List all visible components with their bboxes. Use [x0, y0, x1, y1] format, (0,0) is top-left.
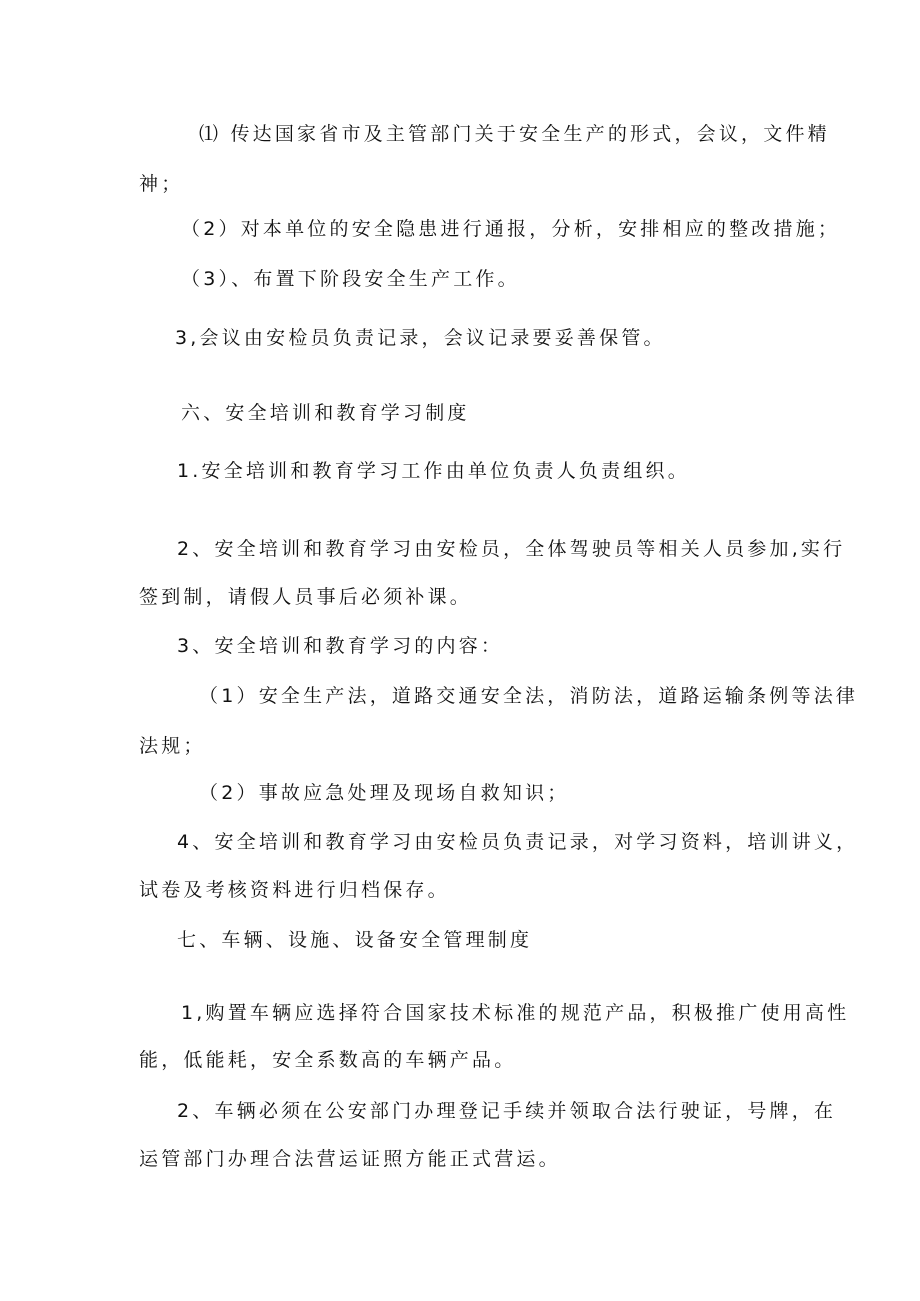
paragraph-line: （3）、布置下阶段安全生产工作。 — [181, 268, 520, 290]
paragraph-line: 4、安全培训和教育学习由安检员负责记录，对学习资料，培训讲义， — [177, 831, 859, 853]
paragraph-line: 2、车辆必须在公安部门办理登记手续并领取合法行驶证，号牌，在 — [177, 1100, 837, 1122]
paragraph-line: 试卷及考核资料进行归档保存。 — [139, 879, 450, 901]
paragraph-line: （2）对本单位的安全隐患进行通报，分析，安排相应的整改措施； — [181, 218, 841, 240]
paragraph-line: 神； — [139, 173, 184, 195]
paragraph-line: ⑴ 传达国家省市及主管部门关于安全生产的形式，会议，文件精 — [199, 123, 830, 145]
section-heading: 六、安全培训和教育学习制度 — [181, 402, 470, 424]
section-heading: 七、车辆、设施、设备安全管理制度 — [177, 929, 533, 951]
paragraph-line: 能，低能耗，安全系数高的车辆产品。 — [139, 1049, 517, 1071]
paragraph-line: 3,会议由安检员负责记录，会议记录要妥善保管。 — [175, 327, 666, 349]
paragraph-line: 1.安全培训和教育学习工作由单位负责人负责组织。 — [177, 460, 690, 482]
paragraph-line: 3、安全培训和教育学习的内容： — [177, 635, 504, 657]
paragraph-line: （2）事故应急处理及现场自救知识； — [199, 782, 570, 804]
paragraph-line: 2、安全培训和教育学习由安检员，全体驾驶员等相关人员参加,实行 — [177, 538, 846, 560]
paragraph-line: 运管部门办理合法营运证照方能正式营运。 — [139, 1148, 561, 1170]
paragraph-line: （1）安全生产法，道路交通安全法，消防法，道路运输条例等法律 — [199, 685, 859, 707]
paragraph-line: 签到制，请假人员事后必须补课。 — [139, 586, 473, 608]
paragraph-line: 1,购置车辆应选择符合国家技术标准的规范产品，积极推广使用高性 — [181, 1002, 850, 1024]
paragraph-line: 法规； — [139, 735, 206, 757]
